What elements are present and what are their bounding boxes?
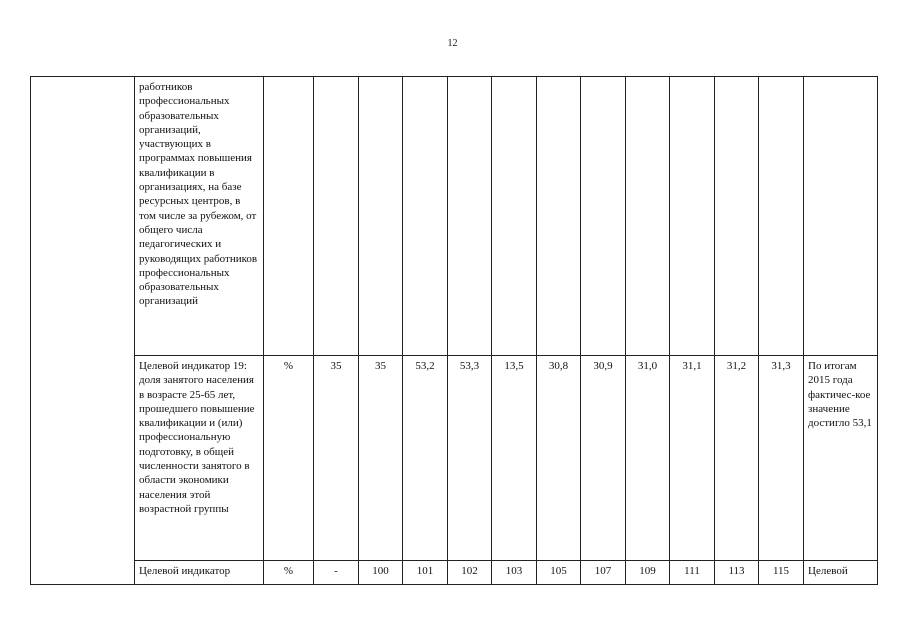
- value-cell: 13,5: [492, 356, 537, 561]
- value-cell: [626, 77, 670, 356]
- page-number: 12: [447, 38, 458, 49]
- value-cell: 35: [359, 356, 403, 561]
- indicator-description: Целевой индикатор 19: доля занятого населения в возрасте 25-65 лет, прошедшего повышение квалификации и (или) профессиональную подготовку, в общей численности занятого в области экономики населения этой возрастной группы: [135, 356, 264, 561]
- table-row: [31, 77, 878, 356]
- value-cell: 107: [581, 561, 626, 585]
- indicator-description: Целевой индикатор: [135, 561, 264, 585]
- note-cell: [804, 77, 878, 356]
- value-cell: 101: [403, 561, 448, 585]
- value-cell: [537, 77, 581, 356]
- table-row: [31, 561, 878, 585]
- indicator-description: работников профессиональных образовательных организаций, участвующих в программах повышения квалификации в организациях, на базе ресурсных центров, в том числе за рубежом, от общего числа педагогических и руководящих работников профессиональных образовательных организаций: [135, 77, 264, 356]
- unit-cell: [264, 77, 314, 356]
- value-cell: 31,0: [626, 356, 670, 561]
- value-cell: [715, 77, 759, 356]
- table-row: [31, 356, 878, 561]
- value-cell: 103: [492, 561, 537, 585]
- value-cell: [403, 77, 448, 356]
- value-cell: -: [314, 561, 359, 585]
- note-cell: По итогам 2015 года фактичес-кое значение достигло 53,1: [804, 356, 878, 561]
- value-cell: [581, 77, 626, 356]
- value-cell: [314, 77, 359, 356]
- value-cell: 113: [715, 561, 759, 585]
- value-cell: [759, 77, 804, 356]
- value-cell: 109: [626, 561, 670, 585]
- unit-cell: %: [264, 561, 314, 585]
- indicator-table: [30, 76, 878, 585]
- value-cell: 115: [759, 561, 804, 585]
- empty-merged-cell: [31, 77, 135, 585]
- value-cell: 102: [448, 561, 492, 585]
- unit-cell: %: [264, 356, 314, 561]
- value-cell: 105: [537, 561, 581, 585]
- value-cell: 53,3: [448, 356, 492, 561]
- value-cell: 100: [359, 561, 403, 585]
- value-cell: 30,9: [581, 356, 626, 561]
- value-cell: 53,2: [403, 356, 448, 561]
- value-cell: 31,3: [759, 356, 804, 561]
- value-cell: [492, 77, 537, 356]
- value-cell: 31,2: [715, 356, 759, 561]
- value-cell: [448, 77, 492, 356]
- value-cell: 35: [314, 356, 359, 561]
- value-cell: 30,8: [537, 356, 581, 561]
- value-cell: [670, 77, 715, 356]
- value-cell: 111: [670, 561, 715, 585]
- value-cell: 31,1: [670, 356, 715, 561]
- value-cell: [359, 77, 403, 356]
- note-cell: Целевой: [804, 561, 878, 585]
